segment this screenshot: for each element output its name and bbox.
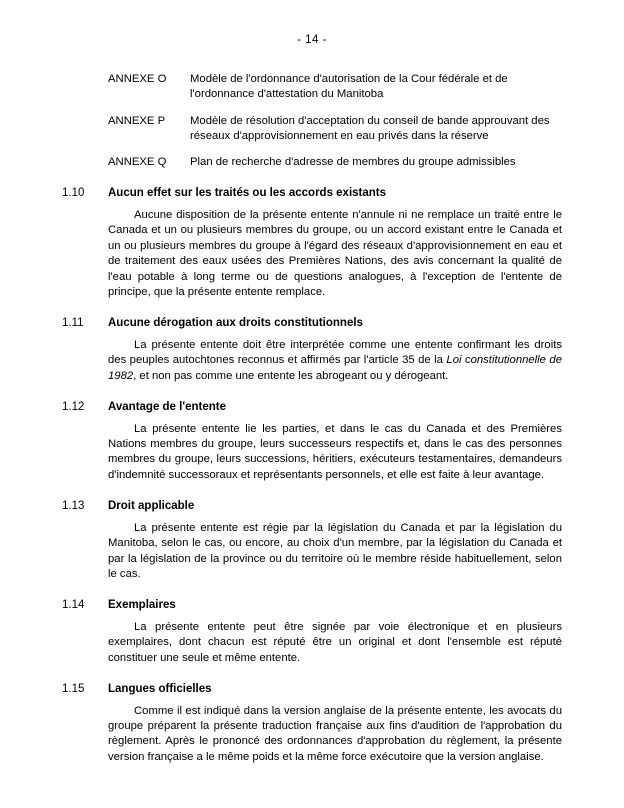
list-item [108, 72, 562, 103]
annex-list [108, 72, 562, 170]
section-1-13 [62, 499, 562, 582]
annex-text: Plan de recherche d'adresse de membres du groupe admissibles [190, 156, 516, 169]
section-1-14 [62, 598, 562, 666]
section-number: 1.15 [62, 683, 85, 696]
section-title: Langues officielles [108, 683, 212, 696]
section-body-italic: Loi constitutionnelle de 1982 [108, 354, 562, 382]
page-number: - 14 - [297, 34, 327, 46]
section-body [108, 208, 562, 300]
section-number: 1.12 [62, 401, 85, 414]
section-body-pre: La présente entente doit être interprétée comme une entente confirmant les droits des peuples autochtones reconnus et affirmés par l'article 35 de la [108, 338, 562, 367]
annex-text: Modèle de l'ordonnance d'autorisation de la Cour fédérale et de l'ordonnance d'attestation du Manitoba [190, 73, 508, 101]
section-body [108, 521, 562, 583]
annex-text: Modèle de résolution d'acceptation du conseil de bande approuvant des réseaux d'approvisionnement en eau privés dans la réserve [190, 114, 550, 142]
section-1-10 [62, 186, 562, 300]
section-heading [62, 682, 562, 698]
section-heading [62, 186, 562, 202]
section-title: Droit applicable [108, 500, 195, 513]
section-title: Avantage de l'entente [108, 401, 226, 414]
section-body [108, 704, 562, 766]
section-number: 1.13 [62, 500, 85, 513]
section-1-15 [62, 682, 562, 765]
section-title: Aucune dérogation aux droits constitutionnels [108, 317, 363, 330]
section-body-pre: Aucune disposition de la présente entente n'annule ni ne remplace un traité entre le Canada et un ou plusieurs membres du groupe, ou un accord existant entre le Canada et un ou plusieurs membres du groupe à l'égard des réseaux d'approvisionnement en eau et de traitement des eaux usées des Premières Nations, des avis concernant la qualité de l'eau potable à long terme ou de questions analogues, à l'exception de l'entente de principe, que la présente entente remplace. [108, 208, 562, 299]
list-item [108, 114, 562, 145]
section-heading [62, 499, 562, 515]
section-heading [62, 316, 562, 332]
list-item [108, 155, 562, 170]
section-title: Aucun effet sur les traités ou les accords existants [108, 187, 387, 200]
section-heading [62, 400, 562, 416]
section-title: Exemplaires [108, 599, 176, 612]
section-body-pre: La présente entente lie les parties, et dans le cas du Canada et des Premières Nations membres du groupe, leurs successeurs respectifs et, dans le cas des personnes membres du groupe, leurs successions, héritiers, exécuteurs testamentaires, demandeurs d'indemnité successoraux et représentants personnels, et elle est faite à leur avantage. [108, 422, 562, 481]
section-body [108, 422, 562, 484]
section-body [108, 620, 562, 666]
annex-label: ANNEXE P [108, 114, 166, 127]
section-1-11 [62, 316, 562, 384]
section-body-post: , et non pas comme une entente les abrogeant ou y dérogeant. [133, 369, 449, 382]
section-number: 1.10 [62, 187, 85, 200]
section-heading [62, 598, 562, 614]
section-number: 1.11 [62, 317, 84, 330]
section-body-pre: La présente entente est régie par la législation du Canada et par la législation du Manitoba, selon le cas, ou encore, au choix d'un membre, par la législation du Canada et par la législation de la province ou du territoire où le membre réside habituellement, selon le cas. [108, 521, 562, 580]
section-body [108, 338, 562, 384]
annex-label: ANNEXE Q [108, 156, 167, 169]
section-1-12 [62, 400, 562, 483]
section-number: 1.14 [62, 599, 85, 612]
section-body-pre: Comme il est indiqué dans la version anglaise de la présente entente, les avocats du groupe préparent la présente traduction française aux fins d'audition de l'approbation du règlement. Après le prononcé des ordonnances d'approbation du règlement, la présente version française a le même poids et la même force exécutoire que la version anglaise. [108, 704, 562, 763]
section-body-pre: La présente entente peut être signée par voie électronique et en plusieurs exemplaires, dont chacun est réputé être un original et dont l'ensemble est réputé constituer une seule et même entente. [108, 620, 562, 664]
annex-label: ANNEXE O [108, 73, 167, 85]
